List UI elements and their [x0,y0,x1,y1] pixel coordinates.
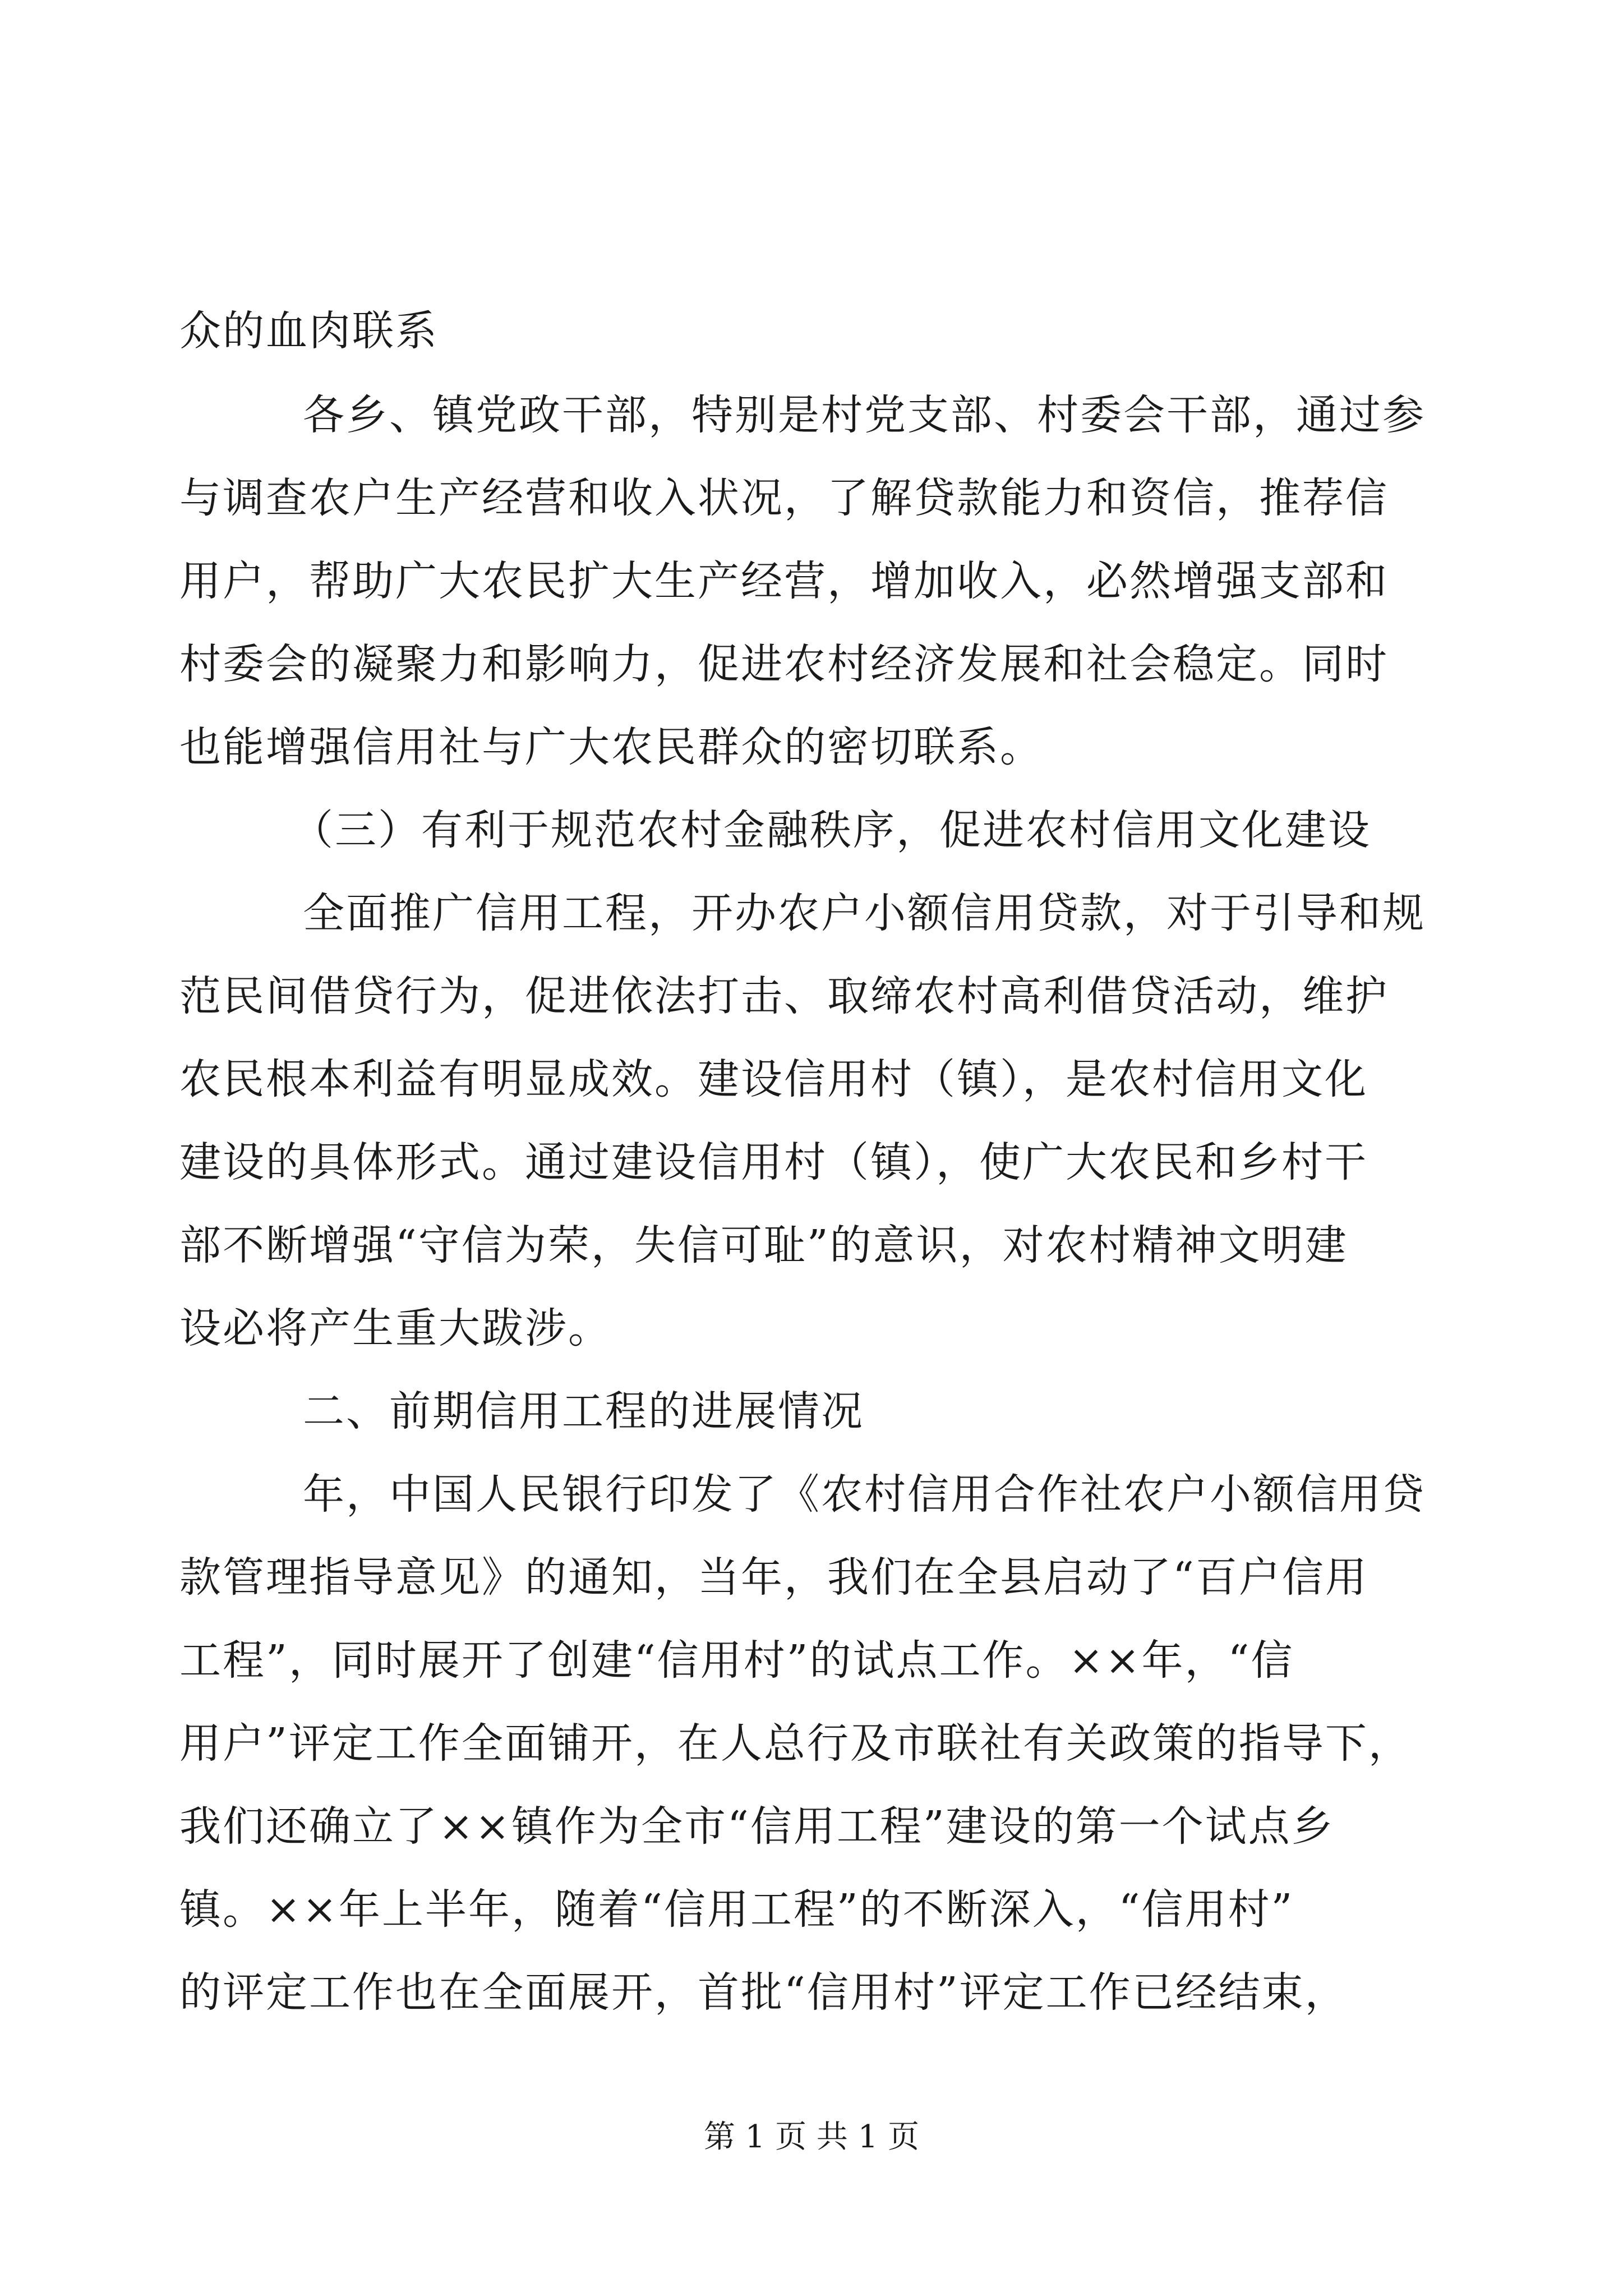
text-line: 设必将产生重大跋涉。 [179,1304,611,1352]
text-line: 农民根本利益有明显成效。建设信用村（镇），是农村信用文化 [179,1055,1368,1103]
paragraph-first-line: 全面推广信用工程，开办农户小额信用贷款，对于引导和规 [303,889,1426,937]
text-line: 众的血肉联系 [179,307,439,355]
text-line: 镇。××年上半年，随着“信用工程”的不断深入，“信用村” [179,1885,1294,1934]
section-heading: （三）有利于规范农村金融秩序，促进农村信用文化建设 [292,806,1371,854]
text-line: 村委会的凝聚力和影响力，促进农村经济发展和社会稳定。同时 [179,640,1389,688]
paragraph-first-line: 各乡、镇党政干部，特别是村党支部、村委会干部，通过参 [303,391,1426,439]
text-line: 建设的具体形式。通过建设信用村（镇），使广大农民和乡村干 [179,1138,1368,1186]
text-line: 也能增强信用社与广大农民群众的密切联系。 [179,723,1043,771]
section-heading: 二、前期信用工程的进展情况 [303,1387,864,1435]
text-line: 的评定工作也在全面展开，首批“信用村”评定工作已经结束， [179,1968,1348,2017]
text-line: 范民间借贷行为，促进依法打击、取缔农村高利借贷活动，维护 [179,972,1389,1020]
paragraph-first-line: 年，中国人民银行印发了《农村信用合作社农户小额信用贷 [303,1470,1426,1519]
page-footer: 第 1 页 共 1 页 [703,2119,920,2155]
text-line: 用户，帮助广大农民扩大生产经营，增加收入，必然增强支部和 [179,557,1389,605]
text-line: 与调查农户生产经营和收入状况，了解贷款能力和资信，推荐信 [179,474,1389,522]
text-line: 款管理指导意见》的通知，当年，我们在全县启动了“百户信用 [179,1553,1368,1602]
text-line: 我们还确立了××镇作为全市“信用工程”建设的第一个试点乡 [179,1802,1335,1851]
text-line: 部不断增强“守信为荣，失信可耻”的意识，对农村精神文明建 [179,1221,1348,1269]
text-line: 用户”评定工作全面铺开，在人总行及市联社有关政策的指导下， [179,1719,1412,1768]
text-line: 工程”，同时展开了创建“信用村”的试点工作。××年，“信 [179,1636,1294,1685]
